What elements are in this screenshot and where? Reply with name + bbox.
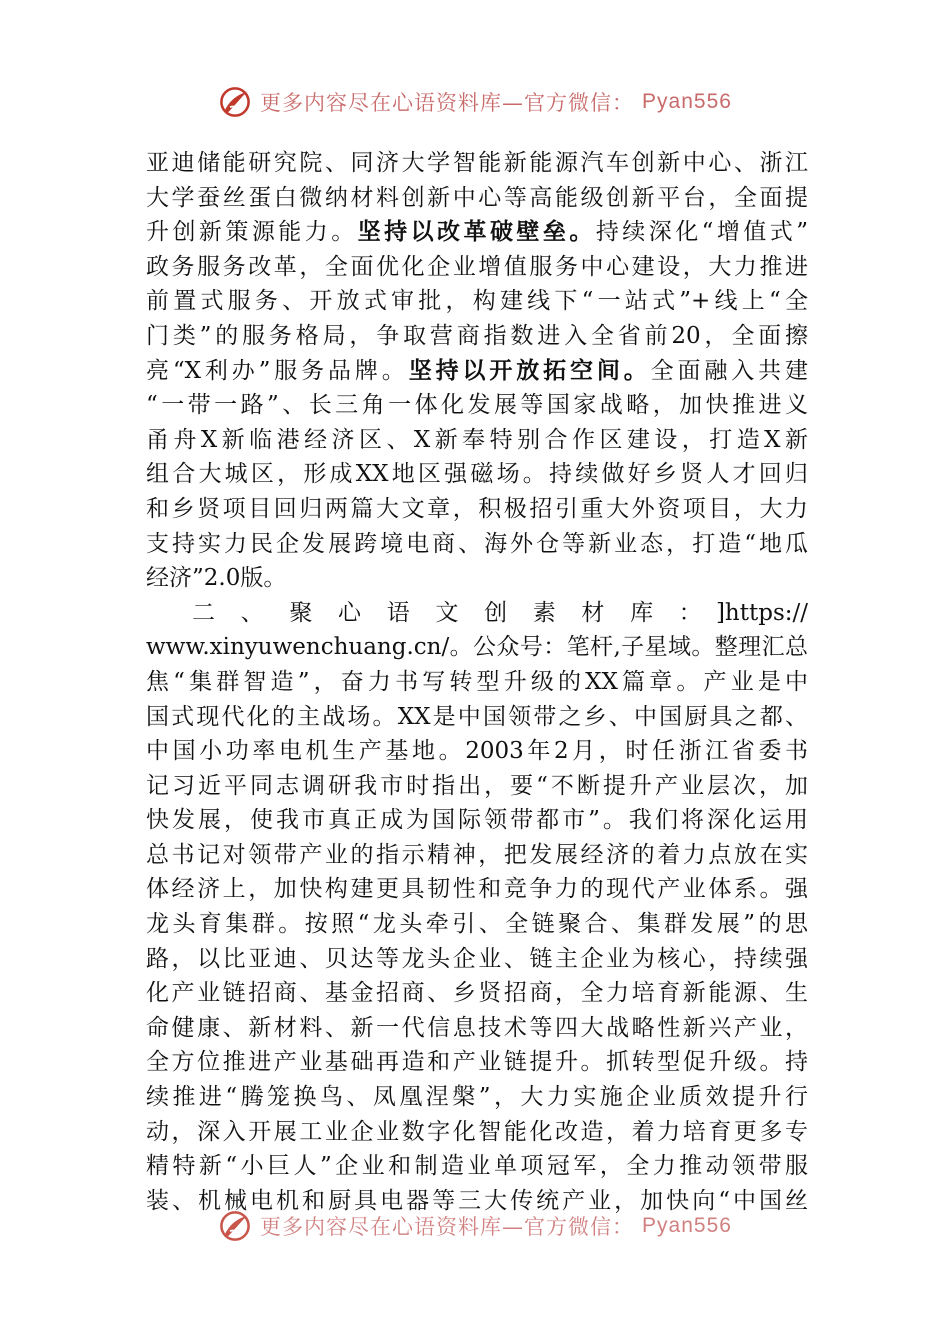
text-line: 装、机械电机和厨具电器等三大传统产业，加快向“中国丝 [146, 1187, 808, 1214]
paragraph-1 [146, 146, 808, 596]
text-line: 体经济上，加快构建更具韧性和竞争力的现代产业体系。强 [146, 876, 808, 903]
document-body [146, 146, 808, 1218]
watermark-id: Pyan556 [642, 90, 732, 113]
text-line: 和乡贤项目回归两篇大文章，积极招引重大外资项目，大力 [146, 495, 808, 522]
watermark-banner-bottom [0, 1206, 950, 1246]
text-line: 续推进“腾笼换鸟、凤凰涅槃”，大力实施企业质效提升行 [146, 1084, 808, 1111]
paragraph-2 [146, 596, 808, 1219]
text-line: “一带一路”、长三角一体化发展等国家战略，加快推进义 [146, 392, 808, 419]
bold-heading: 坚持以改革破壁垒。 [357, 218, 596, 246]
text-line: 路，以比亚迪、贝达等龙头企业、链主企业为核心，持续强 [146, 945, 808, 972]
text-line: 大学蚕丝蛋白微纳材料创新中心等高能级创新平台，全面提 [146, 184, 808, 211]
text-line: 支持实力民企发展跨境电商、海外仓等新业态，打造“地瓜 [146, 530, 808, 557]
text-line: 政务服务改革，全面优化企业增值服务中心建设，大力推进 [146, 253, 808, 280]
watermark-id: Pyan556 [642, 1214, 732, 1237]
text-line: 龙头育集群。按照“龙头牵引、全链聚合、集群发展”的思 [146, 911, 808, 938]
text-line: 经济”2.0版。 [146, 565, 287, 592]
text-line: 总书记对领带产业的指示精神，把发展经济的着力点放在实 [146, 841, 808, 868]
text-line: 化产业链招商、基金招商、乡贤招商，全力培育新能源、生 [146, 980, 808, 1007]
text-line: 组合大城区，形成XX地区强磁场。持续做好乡贤人才回归 [146, 461, 808, 488]
text-line: 命健康、新材料、新一代信息技术等四大战略性新兴产业， [146, 1014, 808, 1041]
text-line: 全方位推进产业基础再造和产业链提升。抓转型促升级。持 [146, 1049, 808, 1076]
text-line: 快发展，使我市真正成为国际领带都市”。我们将深化运用 [146, 807, 808, 834]
text-line: 动，深入开展工业企业数字化智能化改造，着力培育更多专 [146, 1118, 808, 1145]
text-line: 甬舟X新临港经济区、X新奉特别合作区建设，打造X新 [146, 426, 808, 453]
text-line: 记习近平同志调研我市时指出，要“不断提升产业层次，加 [146, 772, 808, 799]
brush-logo-icon [218, 85, 252, 119]
watermark-banner-top [0, 82, 950, 122]
bold-heading: 坚持以开放拓空间。 [408, 356, 651, 384]
watermark-text: 更多内容尽在心语资料库—官方微信： [260, 1215, 635, 1239]
text-line: 精特新“小巨人”企业和制造业单项冠军，全力推动领带服 [146, 1153, 808, 1180]
text-line: 前置式服务、开放式审批，构建线下“一站式”+线上“全 [146, 288, 808, 315]
text-line: 门类”的服务格局，争取营商指数进入全省前20，全面擦 [146, 322, 808, 349]
text-line: 亚迪储能研究院、同济大学智能新能源汽车创新中心、浙江 [146, 150, 808, 176]
text-line: 国式现代化的主战场。XX是中国领带之乡、中国厨具之都、 [146, 703, 808, 730]
text-line: 焦“集群智造”，奋力书写转型升级的XX篇章。产业是中 [146, 668, 808, 695]
text-line: 亮“X利办”服务品牌。坚持以开放拓空间。全面融入共建 [146, 356, 808, 384]
text-line: www.xinyuwenchuang.cn/。公众号：笔杆,子星域。整理汇总 [146, 634, 808, 661]
text-line: 二、聚心语文创素材库：]https:// [192, 599, 808, 626]
text-line: 升创新策源能力。坚持以改革破壁垒。持续深化“增值式” [146, 218, 808, 246]
watermark-text: 更多内容尽在心语资料库—官方微信： [260, 91, 635, 115]
text-line: 中国小功率电机生产基地。2003年2月，时任浙江省委书 [146, 738, 808, 765]
brush-logo-icon [218, 1209, 252, 1243]
